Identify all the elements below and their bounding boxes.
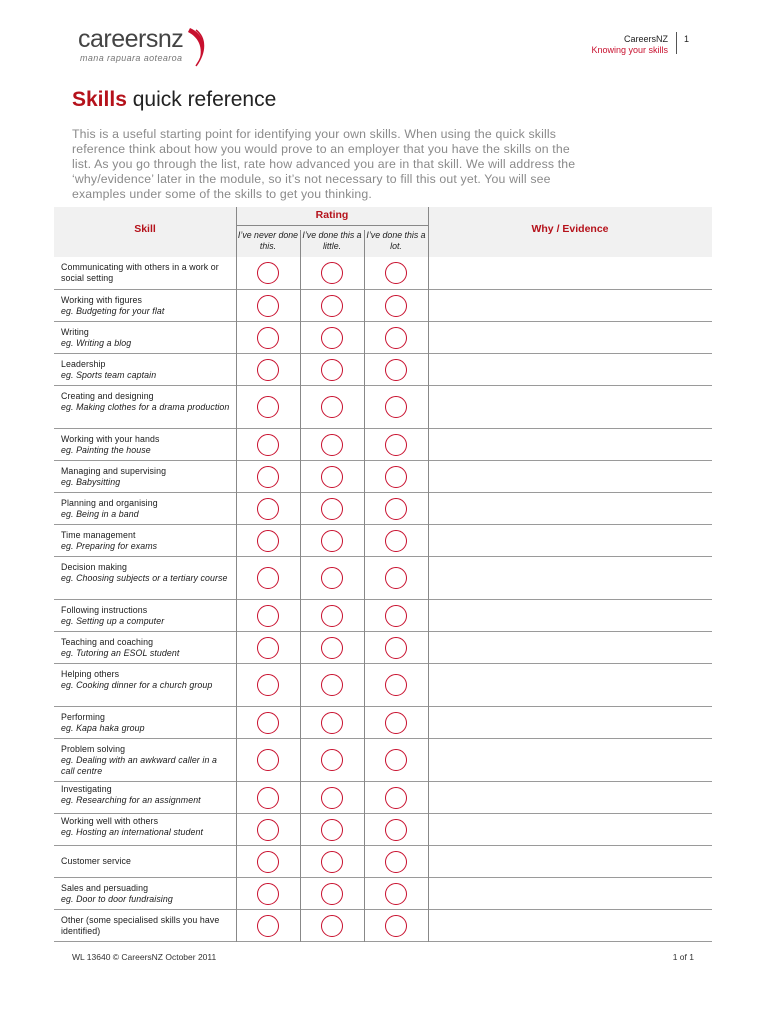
page-title: Skills quick reference [72,88,277,111]
rating-never-circle[interactable] [257,883,279,905]
rating-lot-circle[interactable] [385,851,407,873]
rating-little-circle[interactable] [321,605,343,627]
rating-little-circle[interactable] [321,567,343,589]
table-row [54,493,712,525]
rating-lot-circle[interactable] [385,466,407,488]
skill-name: Decision making [61,562,128,572]
table-row [54,814,712,846]
rating-lot-circle[interactable] [385,567,407,589]
why-evidence-cell[interactable] [429,493,712,524]
rating-little-circle[interactable] [321,819,343,841]
table-row [54,386,712,429]
why-evidence-cell[interactable] [429,782,712,813]
rating-little-circle[interactable] [321,674,343,696]
why-evidence-cell[interactable] [429,461,712,492]
why-evidence-cell[interactable] [429,846,712,877]
rating-never-circle[interactable] [257,567,279,589]
header-info [591,34,668,56]
skill-cell [61,605,231,627]
why-evidence-cell[interactable] [429,525,712,556]
table-body [54,257,712,942]
skill-name: Working with figures [61,295,143,305]
why-evidence-cell[interactable] [429,557,712,599]
rating-little-circle[interactable] [321,396,343,418]
skill-example: eg. Researching for an assignment [61,795,201,805]
skill-name: Writing [61,327,89,337]
rating-little-circle[interactable] [321,637,343,659]
skill-cell [61,530,231,552]
rating-lot-circle[interactable] [385,434,407,456]
why-evidence-cell[interactable] [429,664,712,706]
why-evidence-cell[interactable] [429,878,712,909]
skill-cell [61,856,231,867]
header-section: Knowing your skills [591,45,668,55]
table-row [54,525,712,557]
skill-example: eg. Sports team captain [61,370,157,380]
rating-never-circle[interactable] [257,787,279,809]
skill-cell [61,498,231,520]
rating-col-little: I’ve done this a little. [302,230,362,251]
rating-lot-circle[interactable] [385,883,407,905]
skill-example: eg. Setting up a computer [61,616,165,626]
rating-little-circle[interactable] [321,787,343,809]
skill-cell [61,562,231,584]
rating-little-circle[interactable] [321,466,343,488]
rating-little-circle[interactable] [321,295,343,317]
skill-example: eg. Budgeting for your flat [61,306,165,316]
table-row [54,557,712,600]
logo-swoosh-icon [182,26,212,68]
rating-little-circle[interactable] [321,915,343,937]
rating-little-circle[interactable] [321,883,343,905]
logo-wordmark: careersnz [78,25,184,53]
table-row [54,257,712,290]
skill-cell [61,295,231,317]
skill-cell [61,915,231,937]
column-divider [236,207,237,942]
rating-col-never: I’ve never done this. [237,230,299,251]
skill-name: Time management [61,530,136,540]
rating-col-lot: I’ve done this a lot. [366,230,426,251]
table-row [54,707,712,739]
footer-page-count: 1 of 1 [672,952,694,962]
skill-example: eg. Tutoring an ESOL student [61,648,180,658]
table-row [54,354,712,386]
rating-never-circle[interactable] [257,359,279,381]
skill-cell [61,391,231,413]
col-skill-header: Skill [134,223,156,235]
skill-name: Problem solving [61,744,126,754]
table-header [54,207,712,257]
rating-lot-circle[interactable] [385,295,407,317]
why-evidence-cell[interactable] [429,429,712,460]
rating-lot-circle[interactable] [385,530,407,552]
skill-example: eg. Being in a band [61,509,139,519]
table-row [54,429,712,461]
skill-cell [61,262,231,284]
rating-little-circle[interactable] [321,434,343,456]
skill-example: eg. Choosing subjects or a tertiary course [61,573,228,583]
why-evidence-cell[interactable] [429,290,712,321]
why-evidence-cell[interactable] [429,354,712,385]
skill-name: Investigating [61,784,112,794]
rating-never-circle[interactable] [257,295,279,317]
rating-never-circle[interactable] [257,819,279,841]
logo-tagline: mana rapuara aotearoa [80,53,183,63]
skill-example: eg. Hosting an international student [61,827,204,837]
why-evidence-cell[interactable] [429,707,712,738]
skill-cell [61,359,231,381]
why-evidence-cell[interactable] [429,386,712,428]
rating-lot-circle[interactable] [385,605,407,627]
rating-little-circle[interactable] [321,712,343,734]
skill-name: Creating and designing [61,391,154,401]
skill-name: Managing and supervising [61,466,167,476]
header-page-number: 1 [684,34,690,44]
why-evidence-cell[interactable] [429,739,712,781]
rating-lot-circle[interactable] [385,396,407,418]
skill-cell [61,744,231,777]
rating-lot-circle[interactable] [385,712,407,734]
rating-never-circle[interactable] [257,498,279,520]
skill-example: eg. Door to door fundraising [61,894,173,904]
col-why-header: Why / Evidence [531,223,609,235]
rating-never-circle[interactable] [257,712,279,734]
skill-example: eg. Preparing for exams [61,541,158,551]
table-row [54,846,712,878]
skill-name: Customer service [61,856,132,866]
column-divider [428,207,429,942]
rating-lot-circle[interactable] [385,787,407,809]
rating-never-circle[interactable] [257,915,279,937]
skill-name: Other (some specialised skills you have identified) [61,915,220,936]
rating-header-line [236,225,428,226]
rating-little-circle[interactable] [321,749,343,771]
skill-example: eg. Dealing with an awkward caller in a call centre [61,755,217,776]
skill-cell [61,883,231,905]
skill-name: Following instructions [61,605,148,615]
rating-lot-circle[interactable] [385,327,407,349]
skill-example: eg. Making clothes for a drama production [61,402,230,412]
rating-never-circle[interactable] [257,434,279,456]
table-row [54,322,712,354]
rating-never-circle[interactable] [257,605,279,627]
column-divider [364,230,365,942]
rating-never-circle[interactable] [257,851,279,873]
why-evidence-cell[interactable] [429,632,712,663]
rating-little-circle[interactable] [321,498,343,520]
skill-cell [61,637,231,659]
rating-lot-circle[interactable] [385,674,407,696]
footer-copyright: WL 13640 © CareersNZ October 2011 [72,952,217,962]
skill-cell [61,327,231,349]
rating-never-circle[interactable] [257,466,279,488]
rating-lot-circle[interactable] [385,498,407,520]
table-row [54,664,712,707]
skill-name: Communicating with others in a work or social setting [61,262,219,283]
table-row [54,878,712,910]
table-row [54,632,712,664]
rating-lot-circle[interactable] [385,637,407,659]
col-rating-header: Rating [315,209,349,221]
header-org: CareersNZ [623,34,668,44]
rating-never-circle[interactable] [257,327,279,349]
table-row [54,910,712,942]
skill-example: eg. Painting the house [61,445,151,455]
rating-never-circle[interactable] [257,530,279,552]
rating-never-circle[interactable] [257,637,279,659]
skill-cell [61,434,231,456]
skill-name: Sales and persuading [61,883,149,893]
skill-name: Leadership [61,359,106,369]
skill-name: Teaching and coaching [61,637,154,647]
skill-cell [61,816,231,838]
skill-cell [61,712,231,734]
rating-little-circle[interactable] [321,530,343,552]
rating-lot-circle[interactable] [385,915,407,937]
rating-little-circle[interactable] [321,262,343,284]
skill-example: eg. Writing a blog [61,338,132,348]
rating-never-circle[interactable] [257,262,279,284]
skill-cell [61,669,231,691]
rating-never-circle[interactable] [257,749,279,771]
skill-name: Working well with others [61,816,159,826]
table-row [54,782,712,814]
table-row [54,290,712,322]
careersnz-logo [78,26,218,72]
skill-name: Working with your hands [61,434,160,444]
intro-paragraph: This is a useful starting point for identifying your own skills. When using the quick skills reference think about how you would prove to an employer that you have the skills on the list. As you go through the list, rate how advanced you are in that skill. We will address the ‘why/evidence’ later in the module, so it’s not necessary to fill this out yet. You will see examples under some of the skills to get you thinking. [72,127,576,201]
rating-lot-circle[interactable] [385,819,407,841]
why-evidence-cell[interactable] [429,322,712,353]
skill-name: Planning and organising [61,498,158,508]
rating-little-circle[interactable] [321,851,343,873]
rating-lot-circle[interactable] [385,359,407,381]
table-row [54,461,712,493]
skill-cell [61,466,231,488]
skill-name: Helping others [61,669,120,679]
header-divider [676,32,677,54]
why-evidence-cell[interactable] [429,814,712,845]
skill-example: eg. Babysitting [61,477,121,487]
table-row [54,739,712,782]
rating-never-circle[interactable] [257,674,279,696]
column-divider [300,230,301,942]
rating-little-circle[interactable] [321,327,343,349]
rating-never-circle[interactable] [257,396,279,418]
why-evidence-cell[interactable] [429,257,712,289]
skill-example: eg. Cooking dinner for a church group [61,680,213,690]
rating-little-circle[interactable] [321,359,343,381]
skills-table [54,207,712,942]
rating-lot-circle[interactable] [385,262,407,284]
table-row [54,600,712,632]
skill-cell [61,784,231,806]
skill-name: Performing [61,712,106,722]
why-evidence-cell[interactable] [429,910,712,941]
why-evidence-cell[interactable] [429,600,712,631]
rating-lot-circle[interactable] [385,749,407,771]
skill-example: eg. Kapa haka group [61,723,145,733]
